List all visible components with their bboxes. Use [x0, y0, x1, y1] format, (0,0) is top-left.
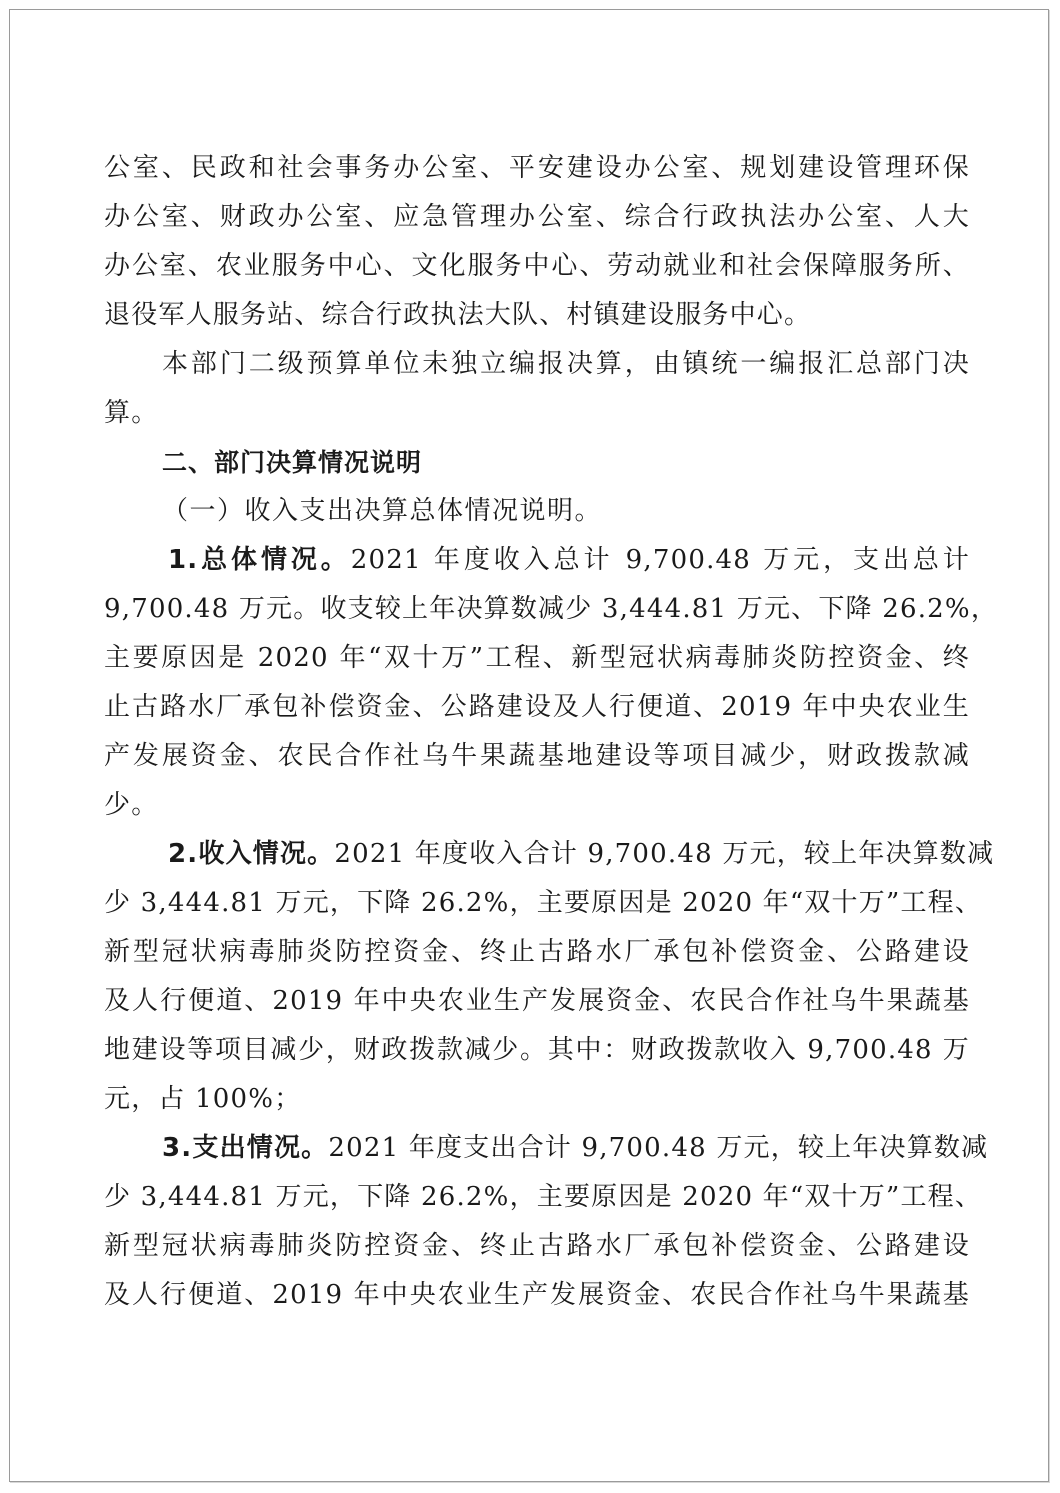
- income-paragraph: [104, 830, 995, 1124]
- text-run: 2021 年度收入总计 9,700.48 万元，支出总计: [350, 545, 970, 575]
- text-line: 退役军人服务站、综合行政执法大队、村镇建设服务中心。: [104, 300, 812, 330]
- text-line: 少。: [104, 790, 159, 820]
- text-run: 2021 年度支出合计 9,700.48 万元，较上年决算数减: [328, 1133, 989, 1163]
- subsection-heading: （一）收入支出决算总体情况说明。: [162, 496, 603, 526]
- text-line: 止古路水厂承包补偿资金、公路建设及人行便道、2019 年中央农业生: [104, 692, 970, 722]
- text-line: [104, 536, 970, 585]
- text-line: 9,700.48 万元。收支较上年决算数减少 3,444.81 万元、下降 26.2%，: [104, 594, 999, 624]
- section-heading: 二、部门决算情况说明: [162, 448, 423, 477]
- text-line: 少 3,444.81 万元，下降 26.2%，主要原因是 2020 年“双十万”工程、: [104, 1182, 983, 1212]
- text-line: 及人行便道、2019 年中央农业生产发展资金、农民合作社乌牛果蔬基: [104, 1280, 970, 1310]
- paragraph-lead: 1.总体情况。: [168, 545, 351, 575]
- text-line: 新型冠状病毒肺炎防控资金、终止古路水厂承包补偿资金、公路建设: [104, 1231, 970, 1261]
- text-line: 公室、民政和社会事务办公室、平安建设办公室、规划建设管理环保: [104, 153, 970, 183]
- document-body: [104, 144, 999, 1320]
- text-line: 及人行便道、2019 年中央农业生产发展资金、农民合作社乌牛果蔬基: [104, 986, 970, 1016]
- text-line: 本部门二级预算单位未独立编报决算，由镇统一编报汇总部门决: [162, 349, 970, 379]
- paragraph-lead: 3.支出情况。: [162, 1133, 329, 1163]
- expenditure-paragraph: [104, 1124, 989, 1320]
- paragraph-lead: 2.收入情况。: [168, 839, 335, 869]
- text-line: [104, 830, 995, 879]
- text-line: 产发展资金、农民合作社乌牛果蔬基地建设等项目减少，财政拨款减: [104, 741, 970, 771]
- text-line: 办公室、财政办公室、应急管理办公室、综合行政执法办公室、人大: [104, 202, 970, 232]
- document-page: [9, 9, 1049, 1482]
- note-paragraph: [104, 340, 970, 438]
- text-line: 地建设等项目减少，财政拨款减少。其中：财政拨款收入 9,700.48 万: [104, 1035, 970, 1065]
- text-line: 主要原因是 2020 年“双十万”工程、新型冠状病毒肺炎防控资金、终: [104, 643, 970, 673]
- text-run: 2021 年度收入合计 9,700.48 万元，较上年决算数减: [334, 839, 995, 869]
- text-line: [104, 1124, 989, 1173]
- text-line: 少 3,444.81 万元，下降 26.2%，主要原因是 2020 年“双十万”工程、: [104, 888, 983, 918]
- intro-paragraph: [104, 144, 970, 340]
- text-line: 新型冠状病毒肺炎防控资金、终止古路水厂承包补偿资金、公路建设: [104, 937, 970, 967]
- text-line: 元，占 100%；: [104, 1084, 302, 1114]
- text-line: 算。: [104, 398, 159, 428]
- text-line: 办公室、农业服务中心、文化服务中心、劳动就业和社会保障服务所、: [104, 251, 970, 281]
- overall-paragraph: [104, 536, 999, 830]
